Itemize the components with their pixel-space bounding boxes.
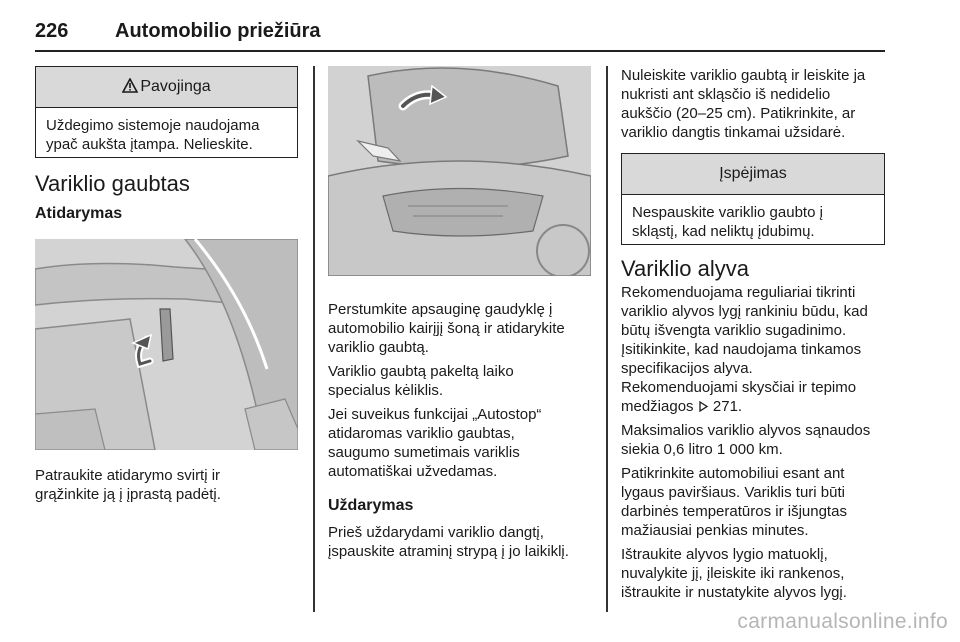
page-header <box>35 18 885 52</box>
danger-line: Uždegimo sistemoje naudojama <box>46 117 260 134</box>
text-line: Perstumkite apsauginę gaudyklę į <box>328 301 553 318</box>
paragraph-oil-check <box>621 283 885 416</box>
danger-box-body <box>36 108 297 162</box>
text-line: Prieš uždarydami variklio dangtį, <box>328 524 544 541</box>
column-1 <box>35 66 298 504</box>
text-line: aukščio (20–25 cm). Patikrinkite, ar <box>621 105 856 122</box>
warning-triangle-icon <box>122 78 138 97</box>
danger-box-title: Pavojinga <box>140 78 211 95</box>
column-2 <box>328 66 591 561</box>
running-title: Automobilio priežiūra <box>115 20 321 42</box>
text-line: ištraukite ir nustatykite alyvos lygį. <box>621 584 847 601</box>
reference-prefix: medžiagos <box>621 398 698 415</box>
caution-box-body <box>622 195 884 249</box>
watermark: carmanualsonline.info <box>737 610 948 633</box>
page-reference-arrow-icon[interactable] <box>698 398 709 409</box>
text-line: Rekomenduojami skysčiai ir tepimo <box>621 379 857 396</box>
reference-page[interactable]: 271. <box>708 398 743 415</box>
danger-line: ypač aukšta įtampa. Nelieskite. <box>46 136 253 153</box>
text-line: automobilio kairįjį šoną ir atidarykite <box>328 320 565 337</box>
text-line: Jei suveikus funkcijai „Autostop“ <box>328 406 542 423</box>
column-3 <box>621 66 885 602</box>
column-divider-2 <box>606 66 608 612</box>
text-line: atidaromas variklio gaubtas, <box>328 425 515 442</box>
text-line: Variklio gaubtą pakeltą laiko <box>328 363 514 380</box>
danger-box-header <box>36 67 297 108</box>
paragraph-safety-catch <box>328 300 591 357</box>
hood-release-lever-illustration <box>35 239 298 450</box>
text-line: nuvalykite jį, įleiskite iki rankenos, <box>621 565 845 582</box>
text-line: Rekomenduojama reguliariai tikrinti <box>621 284 856 301</box>
open-hood-safety-catch-illustration <box>328 66 591 276</box>
text-line: siekia 0,6 litro 1 000 km. <box>621 441 783 458</box>
text-line: specialus kėliklis. <box>328 382 444 399</box>
caution-line: Nespauskite variklio gaubto į <box>632 204 823 221</box>
paragraph-lower-hood <box>621 66 885 142</box>
text-line: lygaus paviršiaus. Variklis turi būti <box>621 484 845 501</box>
text-line: įspauskite atraminį strypą į jo laikiklį. <box>328 543 569 560</box>
text-line: Įsitikinkite, kad naudojama tinkamos <box>621 341 862 358</box>
paragraph-consumption <box>621 421 885 459</box>
text-line-with-reference <box>621 397 885 416</box>
text-line: automatiškai užvedamas. <box>328 463 498 480</box>
section-heading-oil: Variklio alyva <box>621 256 749 281</box>
text-line: variklio alyvos lygį rankiniu būdu, kad <box>621 303 868 320</box>
text-line: nukristi ant skląsčio iš nedidelio <box>621 86 831 103</box>
text-line: Ištraukite alyvos lygio matuoklį, <box>621 546 828 563</box>
subheading-opening: Atidarymas <box>35 205 123 222</box>
paragraph-closing <box>328 523 591 561</box>
header-rule <box>35 50 885 52</box>
caption-line: grąžinkite ją į įprastą padėtį. <box>35 486 221 503</box>
section-heading-hood: Variklio gaubtas <box>35 171 190 196</box>
danger-box <box>35 66 298 158</box>
paragraph-conditions <box>621 464 885 540</box>
page-number: 226 <box>35 20 69 42</box>
text-line: Maksimalios variklio alyvos sąnaudos <box>621 422 871 439</box>
text-line: būtų išvengta variklio sugadinimo. <box>621 322 847 339</box>
caution-box <box>621 153 885 245</box>
paragraph-autostop <box>328 405 591 481</box>
column-divider-1 <box>313 66 315 612</box>
paragraph-support <box>328 362 591 400</box>
text-line: variklio dangtis tinkamai užsidarė. <box>621 124 846 141</box>
text-line: specifikacijos alyva. <box>621 360 753 377</box>
text-line: variklio gaubtą. <box>328 339 429 356</box>
caption-line: Patraukite atidarymo svirtį ir <box>35 467 221 484</box>
caution-line: skląstį, kad neliktų įdubimų. <box>632 223 815 240</box>
text-line: Patikrinkite automobiliui esant ant <box>621 465 845 482</box>
subheading-closing: Uždarymas <box>328 497 414 514</box>
text-line: Nuleiskite variklio gaubtą ir leiskite ja <box>621 67 866 84</box>
text-line: saugumo sumetimais variklis <box>328 444 520 461</box>
caution-box-header <box>622 154 884 195</box>
paragraph-dipstick <box>621 545 885 602</box>
caution-box-title: Įspėjimas <box>719 165 787 182</box>
text-line: darbinės temperatūros ir išjungtas <box>621 503 847 520</box>
text-line: mažiausiai penkias minutes. <box>621 522 809 539</box>
